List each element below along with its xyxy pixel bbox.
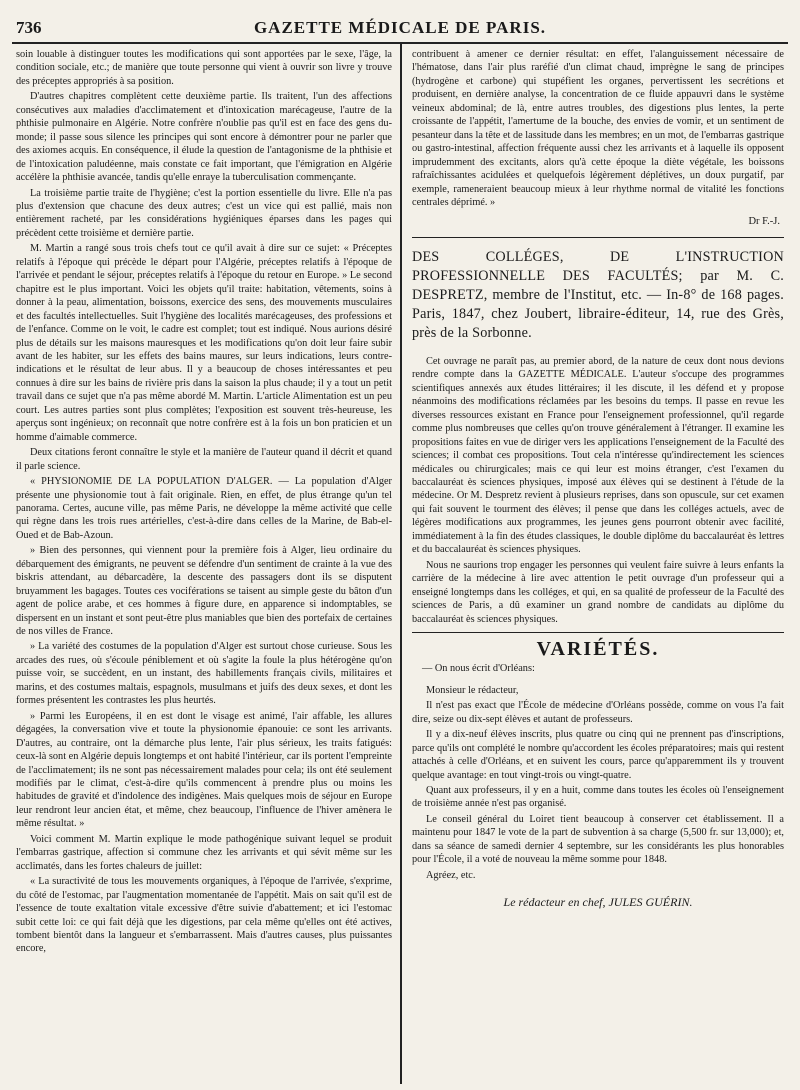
paragraph: « PHYSIONOMIE DE LA POPULATION D'ALGER. — La population d'Alger présente une physionomie tout à fait originale. Rien, en effet, de plus étrange qu'un tel panorama. Certes, aucune ville, pas même Paris, ne développe la même activité que celle qui règne dans les trois rues artérielles, c'est-à-dire dans celles de la Marine, de Bab-el-Oued et de Bab-Azoun. (16, 476, 392, 541)
paragraph: Voici comment M. Martin explique le mode pathogénique suivant lequel se produit l'embarras gastrique, affection si commune chez les arrivants et qui sévit même sur les acclimatés, dans les fortes chaleurs de juillet: (16, 833, 392, 872)
paragraph: » Bien des personnes, qui viennent pour la première fois à Alger, lieu ordinaire du débarquement des émigrants, ne peuvent se défendre d'un sentiment de crainte à la vue des biskris attendant, au débarcadère, la descente des passagers dont ils se disputent bruyamment les bagages. Toutes ces vociférations se taisent au simple geste du bâton d'un agent de police arabe, et ces hommes à figure dure, en apparence si indomptables, se dispersent en un instant et sont peut-être plus maniables que bien des portefaix de certaines de nos villes de France. (16, 545, 392, 638)
salutation: Monsieur le rédacteur, (426, 684, 519, 696)
paragraph: « La suractivité de tous les mouvements organiques, à l'époque de l'arrivée, s'exprime, du côté de l'estomac, par l'augmentation momentanée de l'appétit. Mais on sait qu'il est de l'essence de toute exaltation vitale excessive d'être suivie d'abattement; et ici l'estomac subit cette loi: ce qui fait déjà que les digestions, par cela même qu'elles ont été actives, tombent bientôt dans la langueur et s'embarrassent. Mais d'autres causes, plus puissantes encore, (16, 876, 392, 955)
page-number: 736 (16, 18, 42, 37)
letter-intro: — On nous écrit d'Orléans: (422, 663, 535, 675)
paragraph: Quant aux professeurs, il y en a huit, comme dans toutes les écoles où l'enseignement de troisième année n'est pas organisé. (412, 785, 784, 810)
paragraph: M. Martin a rangé sous trois chefs tout ce qu'il avait à dire sur ce sujet: « Préceptes relatifs à l'époque qui précède le départ pour l'Algérie, préceptes relatifs à l'époque de l'arrivée et pendant le séjour, préceptes relatifs à l'époque du retour en Europe. » Le second chapitre est le plus important. Voici les objets qu'il traite: habitation, vêtements, soins à donner à la peau, alimentation, boissons, exercice des sens, des mouvements musculaires et des facultés intellectuelles. Suit l'hygiène des localités marécageuses, des professions et de l'enfance. Comme on le voit, le cadre est complet; tout est indiqué. Nous aurions désiré plus de détails sur les maisons mauresques et les modifications qu'on doit leur faire subir avant de les habiter, sur les effets des bains maures, sur leurs indications, leurs contre-indications et le résultat de leur abus. Il y a beaucoup de choses intéressantes et peu connues à dire sur les bains de rivière pris dans la saison la plus chaude; il y a tout un petit travail dans ce sujet que n'a pas même abordé M. Martin. L'article Alimentation est un peu court. Les autres parties sont plus complètes; l'exposition est souvent très-heureuse, les aperçus sont ingénieux; on reconnaît que notre confrère est à la fois un bon praticien et un homme d'aimable commerce. (16, 243, 392, 443)
columns (12, 44, 788, 1084)
paragraph: Nous ne saurions trop engager les personnes qui veulent faire suivre à leurs enfants la carrière de la médecine à lire avec attention le petit ouvrage d'un professeur qui a enseigné longtemps dans les colléges, et qui, en sa qualité de professeur de la Faculté des sciences de Paris, a dû examiner un grand nombre de candidats au diplôme du baccalauréat ès sciences physiques. (412, 559, 784, 625)
right-column (402, 44, 788, 1084)
section-title: VARIÉTÉS. (536, 637, 660, 660)
paragraph: soin louable à distinguer toutes les modifications qui sont apportées par le sexe, l'âge, la condition sociale, etc.; de manière que toute personne qui vient à ouvrir son livre y trouve des préceptes appropriés à sa position. (16, 49, 392, 87)
paragraph: D'autres chapitres complètent cette deuxième partie. Ils traitent, l'un des affections consécutives aux maladies d'acclimatement et d'intoxication marécageuse, l'autre de la phthisie pulmonaire en Algérie. Notre confrère n'oublie pas qu'il est en face des gens du-monde; il passe sous silence les principes qui sont encore à démontrer pour ne parler que des axiomes acquis. En conséquence, il élude la question de l'antagonisme de la phthisie et de l'intoxication paludéenne, mais constate ce fait important, que l'émigration en Algérie accélère la phthisie avancée, tandis qu'elle enraye la tuberculisation commençante. (16, 91, 392, 184)
paragraph: » Parmi les Européens, il en est dont le visage est animé, l'air affable, les allures dégagées, la conversation vive et toute la physionomie épanouie: ce sont les arrivants. D'autres, au contraire, ont la démarche plus lente, l'air plus sérieux, les traits fatigués: ceux-là sont en Algérie depuis longtemps et ont habité l'intérieur, car ils portent l'empreinte de l'acclimatement; ils ne sont pas nécessairement malades pour cela; ils ont été seulement modifiés par le climat, c'est-à-dire qu'ils commencent à prendre plus ou moins les habitudes de gravité et d'indolence des indigènes. Mais quelques mois de séjour en Europe leur rendront leur ancien état, et même, chez beaucoup, l'influence de l'hiver amènera le même résultat. » (16, 710, 392, 830)
paragraph: contribuent à amener ce dernier résultat: en effet, l'alanguissement nécessaire de l'hématose, dans l'air plus raréfié d'un climat chaud, imprègne le sang de principes (hydrogène et carbone) qui stupéfient les organes, pervertissent les secrétions et produisent, en dernière analyse, la concentration de ce fluide appauvri dans le système veineux abdominal; de là, entre autres troubles, des digestions plus lentes, la perte croissante de l'appétit, l'amertume de la bouche, des envies de vomir, et un sentiment de pesanteur dans la tête et de lassitude dans les membres; en un mot, de l'embarras gastrique ou gastro-intestinal, affection fréquente aussi chez les arrivants et à laquelle ils opposent imprudemment des excitants, alors qu'à cette époque la diète végétale, les boissons rafraîchissantes acidulées et quelquefois légèrement déplétives, un doux purgatif, par exemple, rameneraient beaucoup mieux à leur rhythme normal de vitalité les fonctions centrales déprimé. » (412, 49, 784, 208)
paragraph: Il n'est pas exact que l'École de médecine d'Orléans possède, comme on vous l'a fait dire, seize ou dix-sept élèves et autant de professeurs. (412, 700, 784, 725)
divider (412, 632, 784, 633)
journal-title: GAZETTE MÉDICALE DE PARIS. (253, 18, 547, 37)
paragraph: » La variété des costumes de la population d'Alger est surtout chose curieuse. Sous les arcades des rues, où s'écoule péniblement et où s'agite la foule la plus hétérogène qu'on puisse voir, se succèdent, en un instant, des habillements français civils, militaires et marins, et des costumes maltais, espagnols, musulmans et juifs des deux sexes, et dont les formes présentent les contrastes les plus heurtés. (16, 641, 392, 707)
paragraph: Agréez, etc. (426, 869, 476, 881)
left-column (12, 44, 400, 1084)
paragraph: La troisième partie traite de l'hygiène; c'est la portion essentielle du livre. Elle n'a pas plus d'extension que chacune des deux autres; c'est un vice qui est pallié, mais non entièrement racheté, par les considérations hygiéniques éparses dans les pages qui précèdent cette troisième et dernière partie. (16, 187, 392, 239)
divider (412, 237, 784, 238)
paragraph: Le conseil général du Loiret tient beaucoup à conserver cet établissement. Il a maintenu pour 1847 le vote de la part de subvention à sa charge (5,500 fr. sur 13,000); et, dans sa séance de samedi dernier 4 septembre, sur les considérants les plus honorables pour l'École, il a voté de nouveau la même somme pour 1848. (412, 813, 784, 866)
paragraph: Il y a dix-neuf élèves inscrits, plus quatre ou cinq qui ne prennent pas d'inscriptions, parce qu'ils ont complété le nombre qu'accordent les écoles préparatoires; mais qui restent attachés à celle d'Orléans, et en suivent les cours, parce qu'apparemment ils y trouvent quelque avantage: en tout vingt-trois ou vingt-quatre. (412, 729, 784, 781)
paragraph: Deux citations feront connaître le style et la manière de l'auteur quand il décrit et quand il parle science. (16, 447, 392, 472)
book-title: DES COLLÉGES, DE L'INSTRUCTION PROFESSIONNELLE DES FACULTÉS; par M. C. DESPRETZ, membre de l'Institut, etc. — In-8° de 168 pages. Paris, 1847, chez Joubert, libraire-éditeur, 14, rue des Grès, près de la Sorbonne. (412, 248, 784, 341)
page-header (12, 18, 788, 44)
author-signature: Dr F.-J. (748, 216, 780, 228)
paragraph: Cet ouvrage ne paraît pas, au premier abord, de la nature de ceux dont nous devions rendre compte dans la GAZETTE MÉDICALE. L'auteur s'occupe des programmes scientifiques annexés aux études littéraires; il les discute, il les défend et y propose néanmoins des modifications réclamées par les besoins du temps. Il passe en revue les diverses ressources existant en France pour l'enseignement professionnel, qu'il regarde comme plus nombreuses que celles qu'on trouve généralement à l'étranger. Il examine les propositions faites en vue de diriger vers les applications l'enseignement de la Faculté des sciences; il combat ces propositions. Tout cela n'intéresse qu'indirectement les sciences médicales ou chirurgicales; mais ce qui leur est moins étranger, c'est l'examen du baccalauréat ès sciences physiques, imposé aux élèves qui se destinent à l'étude de la médecine. Or M. Despretz revient à plusieurs reprises, dans son opuscule, sur cet examen qui fait souvent le tourment des élèves; il pense que dans les colléges actuels, avec de légères modifications aux programmes, les jeunes gens pourront obtenir avec facilité, immédiatement à la fin des études classiques, le double diplôme du baccalauréat ès lettres et du baccalauréat ès sciences physiques. (412, 355, 784, 556)
editor-signature: Le rédacteur en chef, JULES GUÉRIN. (503, 895, 693, 910)
